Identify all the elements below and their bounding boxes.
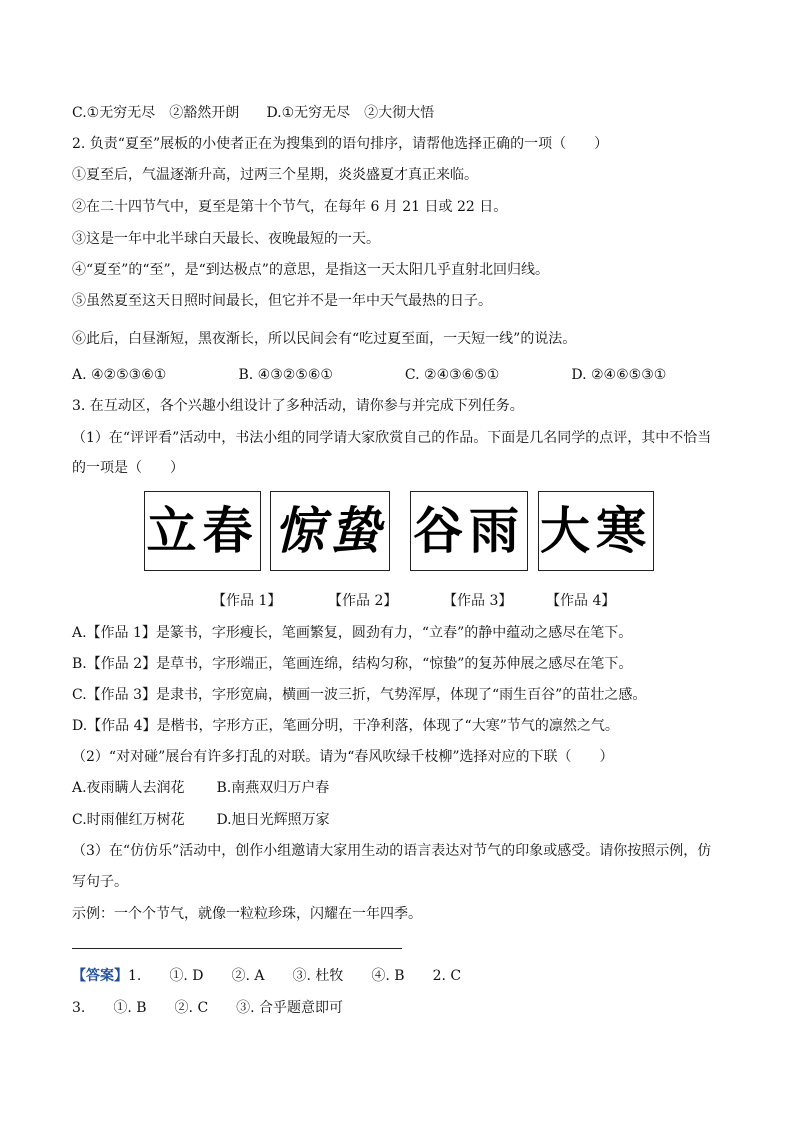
q3-p2-option-d: D.旭日光辉照万家 bbox=[216, 812, 330, 828]
answer-line-1 bbox=[72, 967, 461, 985]
caption-work-2: 【作品 2】 bbox=[328, 593, 398, 609]
q3-p1-option-b: B.【作品 2】是草书，字形端正，笔画连绵，结构匀称，“惊蛰”的复苏伸展之感尽在笔下。 bbox=[72, 656, 633, 672]
q2-sentence-1: ①夏至后，气温逐渐升高，过两三个星期，炎炎盛夏才真正来临。 bbox=[72, 167, 478, 183]
q1-option-c: C.①无穷无尽 ②豁然开朗 bbox=[72, 105, 240, 121]
answer-divider bbox=[72, 948, 402, 949]
calligraphy-work-1-glyphs: 立春 bbox=[146, 501, 259, 560]
calligraphy-work-3-glyphs: 谷雨 bbox=[413, 501, 525, 560]
q3-stem: 3. 在互动区，各个兴趣小组设计了多种活动，请你参与并完成下列任务。 bbox=[72, 398, 524, 414]
q2-sentence-6: ⑥此后，白昼渐短，黑夜渐长，所以民间会有“吃过夏至面，一天短一线”的说法。 bbox=[72, 331, 577, 347]
q1-options-row bbox=[72, 104, 434, 122]
q2-sentence-4: ④“夏至”的“至”，是“到达极点”的意思，是指这一天太阳几乎直射北回归线。 bbox=[72, 262, 549, 278]
calligraphy-work-4-glyphs: 大寒 bbox=[540, 501, 652, 560]
q2-sentence-3: ③这是一年中北半球白天最长、夜晚最短的一天。 bbox=[72, 231, 380, 247]
calligraphy-work-3 bbox=[410, 491, 528, 571]
q3-p2-stem: （2）“对对碰”展台有许多打乱的对联。请为“春风吹绿千枝柳”选择对应的下联（ ） bbox=[72, 749, 614, 765]
q3-p1-option-a: A.【作品 1】是篆书，字形瘦长，笔画繁复，圆劲有力，“立春”的静中蕴动之感尽在笔下。 bbox=[72, 625, 633, 641]
answer-line-2: 3. ①. B ②. C ③. 合乎题意即可 bbox=[72, 1000, 344, 1016]
calligraphy-work-1 bbox=[144, 491, 261, 571]
q3-p2-option-a: A.夜雨瞒人去润花 bbox=[72, 780, 185, 796]
q3-p2-option-c: C.时雨催红万树花 bbox=[72, 812, 185, 828]
q3-p3-example: 示例：一个个节气，就像一粒粒珍珠，闪耀在一年四季。 bbox=[72, 906, 422, 922]
q2-option-b: B. ④③②⑤⑥① bbox=[238, 367, 333, 383]
q2-option-a: A. ④②⑤③⑥① bbox=[72, 367, 167, 383]
q2-sentence-2: ②在二十四节气中，夏至是第十个节气，在每年 6 月 21 日或 22 日。 bbox=[72, 199, 508, 215]
q3-p2-options-row1 bbox=[72, 779, 329, 797]
q2-option-d: D. ②④⑥⑤③① bbox=[571, 367, 667, 383]
q2-options-row bbox=[72, 366, 666, 384]
q3-p1-stem-line2: 的一项是（ ） bbox=[72, 460, 184, 476]
answer-label: 【答案】 bbox=[72, 968, 128, 984]
q3-p1-option-d: D.【作品 4】是楷书，字形方正，笔画分明，干净利落，体现了“大寒”节气的凛然之气。 bbox=[72, 718, 619, 734]
q3-p2-option-b: B.南燕双归万户春 bbox=[216, 780, 330, 796]
caption-work-3: 【作品 3】 bbox=[443, 593, 513, 609]
q3-p2-options-row2 bbox=[72, 811, 330, 829]
q2-sentence-5: ⑤虽然夏至这天日照时间最长，但它并不是一年中天气最热的日子。 bbox=[72, 293, 492, 309]
caption-work-1: 【作品 1】 bbox=[212, 593, 282, 609]
answer-line-1-text: 1. ①. D ②. A ③. 杜牧 ④. B 2. C bbox=[128, 968, 462, 984]
q3-p1-stem-line1: （1）在“评评看”活动中，书法小组的同学请大家欣赏自己的作品。下面是几名同学的点评，其中不恰当 bbox=[72, 430, 712, 446]
q3-p3-stem-line1: （3）在“仿仿乐”活动中，创作小组邀请大家用生动的语言表达对节气的印象或感受。请你按照示例，仿 bbox=[72, 843, 712, 859]
caption-work-4: 【作品 4】 bbox=[546, 593, 616, 609]
calligraphy-work-2 bbox=[270, 491, 390, 571]
q3-p1-option-c: C.【作品 3】是隶书，字形宽扁，横画一波三折，气势浑厚，体现了“雨生百谷”的苗壮之感。 bbox=[72, 687, 647, 703]
calligraphy-work-4 bbox=[538, 491, 654, 571]
q3-p3-stem-line2: 写句子。 bbox=[72, 874, 128, 890]
q1-option-d: D.①无穷无尽 ②大彻大悟 bbox=[266, 105, 435, 121]
q2-stem: 2. 负责“夏至”展板的小使者正在为搜集到的语句排序，请帮他选择正确的一项（ ） bbox=[72, 136, 609, 152]
calligraphy-work-2-glyphs: 惊蛰 bbox=[274, 501, 386, 560]
q2-option-c: C. ②④③⑥⑤① bbox=[404, 367, 500, 383]
